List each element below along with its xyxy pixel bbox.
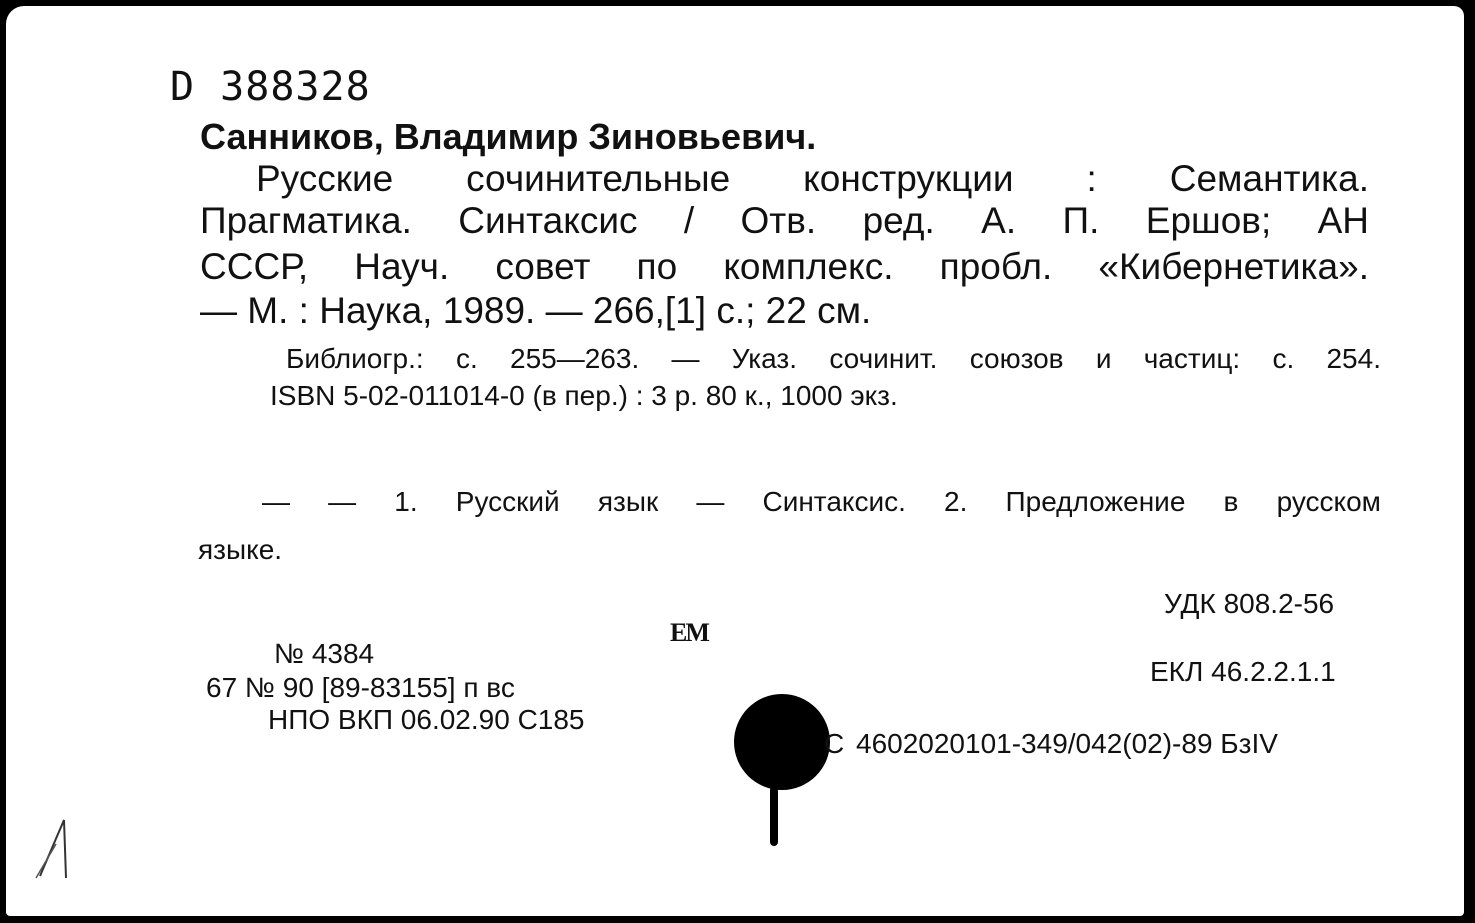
word: 2.	[944, 486, 968, 517]
word: Семантика.	[1169, 158, 1369, 199]
word: —	[671, 343, 700, 374]
word: СССР,	[200, 246, 309, 287]
word: Науч.	[354, 246, 450, 287]
pencil-mark-icon	[34, 814, 74, 889]
word: 255—263.	[510, 343, 640, 374]
word: 254.	[1326, 343, 1381, 374]
word: П.	[1062, 200, 1100, 241]
word: частиц:	[1143, 343, 1241, 374]
word: с.	[1272, 343, 1295, 374]
order-number: № 4384	[274, 638, 375, 669]
word: 1.	[394, 486, 418, 517]
word: и	[1095, 343, 1112, 374]
word: —	[328, 486, 357, 517]
word: с.	[455, 343, 478, 374]
ekl-code: ЕКЛ 46.2.2.1.1	[1150, 656, 1336, 687]
word: АН	[1317, 200, 1369, 241]
udk-code: УДК 808.2-56	[1164, 588, 1335, 619]
word: в	[1223, 486, 1239, 517]
isbn-line: ISBN 5-02-011014-0 (в пер.) : 3 р. 80 к., 1000 экз.	[270, 380, 898, 411]
print-order: 67 № 90 [89-83155] п вс	[206, 672, 515, 703]
word: ред.	[862, 200, 935, 241]
word: :	[1086, 158, 1097, 199]
title-line-1	[256, 158, 1369, 200]
ink-stamp-tail	[770, 786, 778, 846]
word: Библиогр.:	[286, 343, 424, 374]
call-number: D 388328	[170, 64, 371, 110]
imprint-line: — М. : Наука, 1989. — 266,[1] с.; 22 см.	[200, 290, 872, 331]
word: Ершов;	[1145, 200, 1272, 241]
word: язык	[597, 486, 659, 517]
publisher-logo: ЕМ	[670, 618, 708, 647]
subject-headings	[262, 486, 1381, 518]
printer-line: НПО ВКП 06.02.90 С185	[268, 704, 585, 735]
author-name: Санников, Владимир Зиновьевич.	[200, 116, 817, 157]
word: Синтаксис	[458, 200, 638, 241]
word: —	[262, 486, 290, 517]
word: пробл.	[939, 246, 1053, 287]
word: совет	[495, 246, 591, 287]
word: Русские	[256, 158, 394, 199]
word: конструкции	[803, 158, 1014, 199]
word: Русский	[455, 486, 560, 517]
word: по	[636, 246, 678, 287]
word: русском	[1276, 486, 1381, 517]
word: /	[683, 200, 695, 241]
word: союзов	[969, 343, 1064, 374]
word: Указ.	[731, 343, 798, 374]
word: А.	[981, 200, 1017, 241]
classification-code: 4602020101-349/042(02)-89 БзIV	[856, 728, 1278, 759]
word: сочинительные	[466, 158, 731, 199]
word: комплекс.	[723, 246, 894, 287]
code-prefix: С	[824, 728, 845, 759]
word: Отв.	[740, 200, 817, 241]
word: Синтаксис.	[762, 486, 906, 517]
title-line-3	[200, 246, 1369, 288]
word: Прагматика.	[200, 200, 412, 241]
word: Предложение	[1005, 486, 1186, 517]
word: сочинит.	[829, 343, 938, 374]
title-line-2	[200, 200, 1369, 242]
word: —	[696, 486, 725, 517]
catalog-card	[6, 6, 1464, 916]
word: «Кибернетика».	[1098, 246, 1369, 287]
subject-headings-cont: языке.	[198, 534, 283, 565]
ink-stamp	[734, 694, 830, 790]
bibliography-note	[286, 342, 1381, 376]
